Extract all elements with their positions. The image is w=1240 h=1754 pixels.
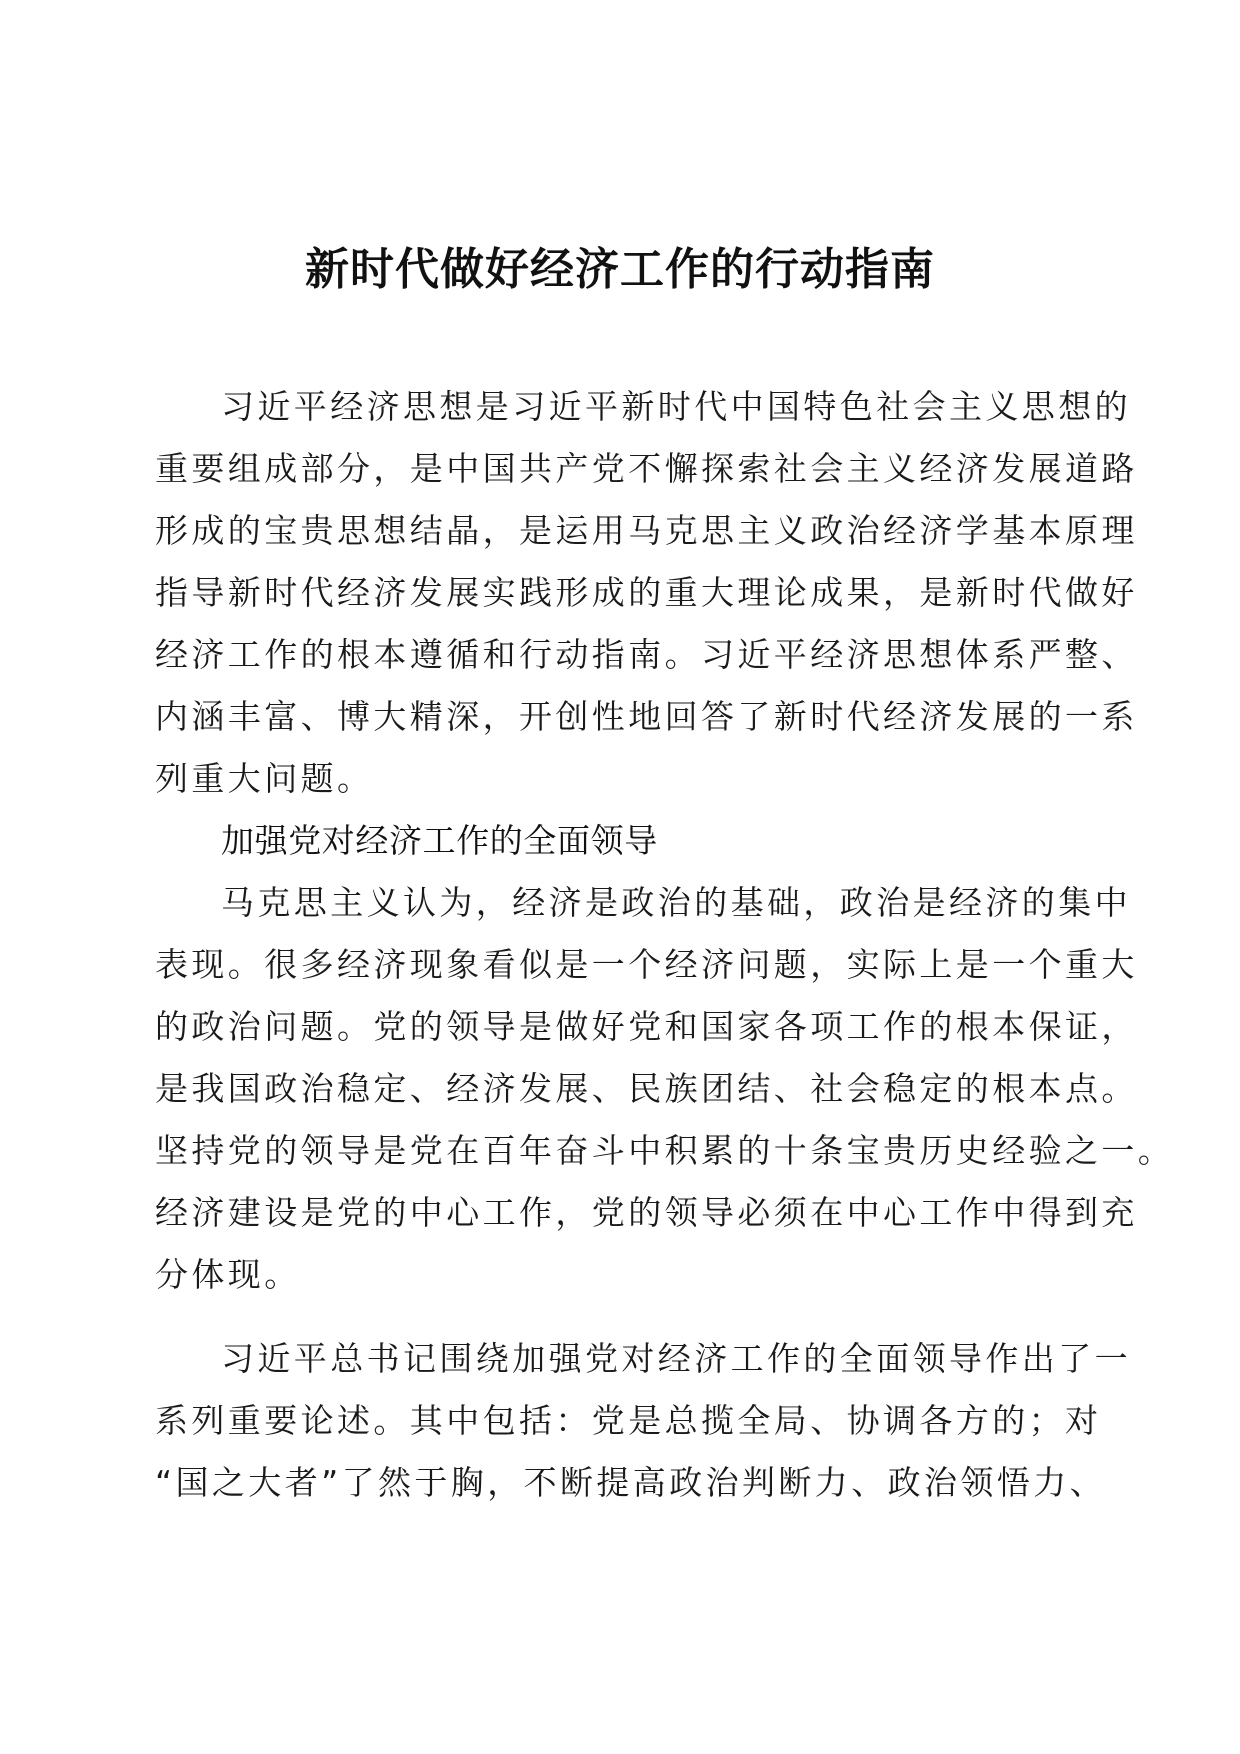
paragraph-line: 坚持党的领导是党在百年奋斗中积累的十条宝贵历史经验之一。 <box>155 1131 1175 1170</box>
paragraph-line: 内涵丰富、博大精深，开创性地回答了新时代经济发展的一系 <box>155 697 1138 736</box>
paragraph-line: 习近平总书记围绕加强党对经济工作的全面领导作出了一 <box>221 1339 1131 1378</box>
paragraph-line: 经济工作的根本遵循和行动指南。习近平经济思想体系严整、 <box>155 635 1138 674</box>
paragraph-line: 马克思主义认为，经济是政治的基础，政治是经济的集中 <box>221 883 1131 922</box>
paragraph-line: 习近平经济思想是习近平新时代中国特色社会主义思想的 <box>221 387 1131 426</box>
paragraph-spacer <box>155 1306 1090 1328</box>
paragraph-line: 的政治问题。党的领导是做好党和国家各项工作的根本保证， <box>155 1007 1138 1046</box>
paragraph-leadership <box>155 872 1175 1306</box>
paragraph-line: 分体现。 <box>155 1255 301 1294</box>
paragraph-line: 表现。很多经济现象看似是一个经济问题，实际上是一个重大 <box>155 945 1138 984</box>
document-body <box>155 376 1175 1514</box>
paragraph-line: 经济建设是党的中心工作，党的领导必须在中心工作中得到充 <box>155 1193 1138 1232</box>
paragraph-line: “国之大者”了然于胸，不断提高政治判断力、政治领悟力、 <box>155 1463 1106 1502</box>
paragraph-remarks <box>155 1328 1131 1514</box>
paragraph-line: 列重大问题。 <box>155 759 374 798</box>
paragraph-line: 重要组成部分，是中国共产党不懈探索社会主义经济发展道路 <box>155 449 1138 488</box>
paragraph-intro <box>155 376 1138 810</box>
section-heading: 加强党对经济工作的全面领导 <box>221 821 658 860</box>
document-title: 新时代做好经济工作的行动指南 <box>305 244 935 295</box>
paragraph-line: 系列重要论述。其中包括：党是总揽全局、协调各方的；对 <box>155 1401 1102 1440</box>
paragraph-line: 形成的宝贵思想结晶，是运用马克思主义政治经济学基本原理 <box>155 511 1138 550</box>
paragraph-line: 是我国政治稳定、经济发展、民族团结、社会稳定的根本点。 <box>155 1069 1138 1108</box>
paragraph-line: 指导新时代经济发展实践形成的重大理论成果，是新时代做好 <box>155 573 1138 612</box>
